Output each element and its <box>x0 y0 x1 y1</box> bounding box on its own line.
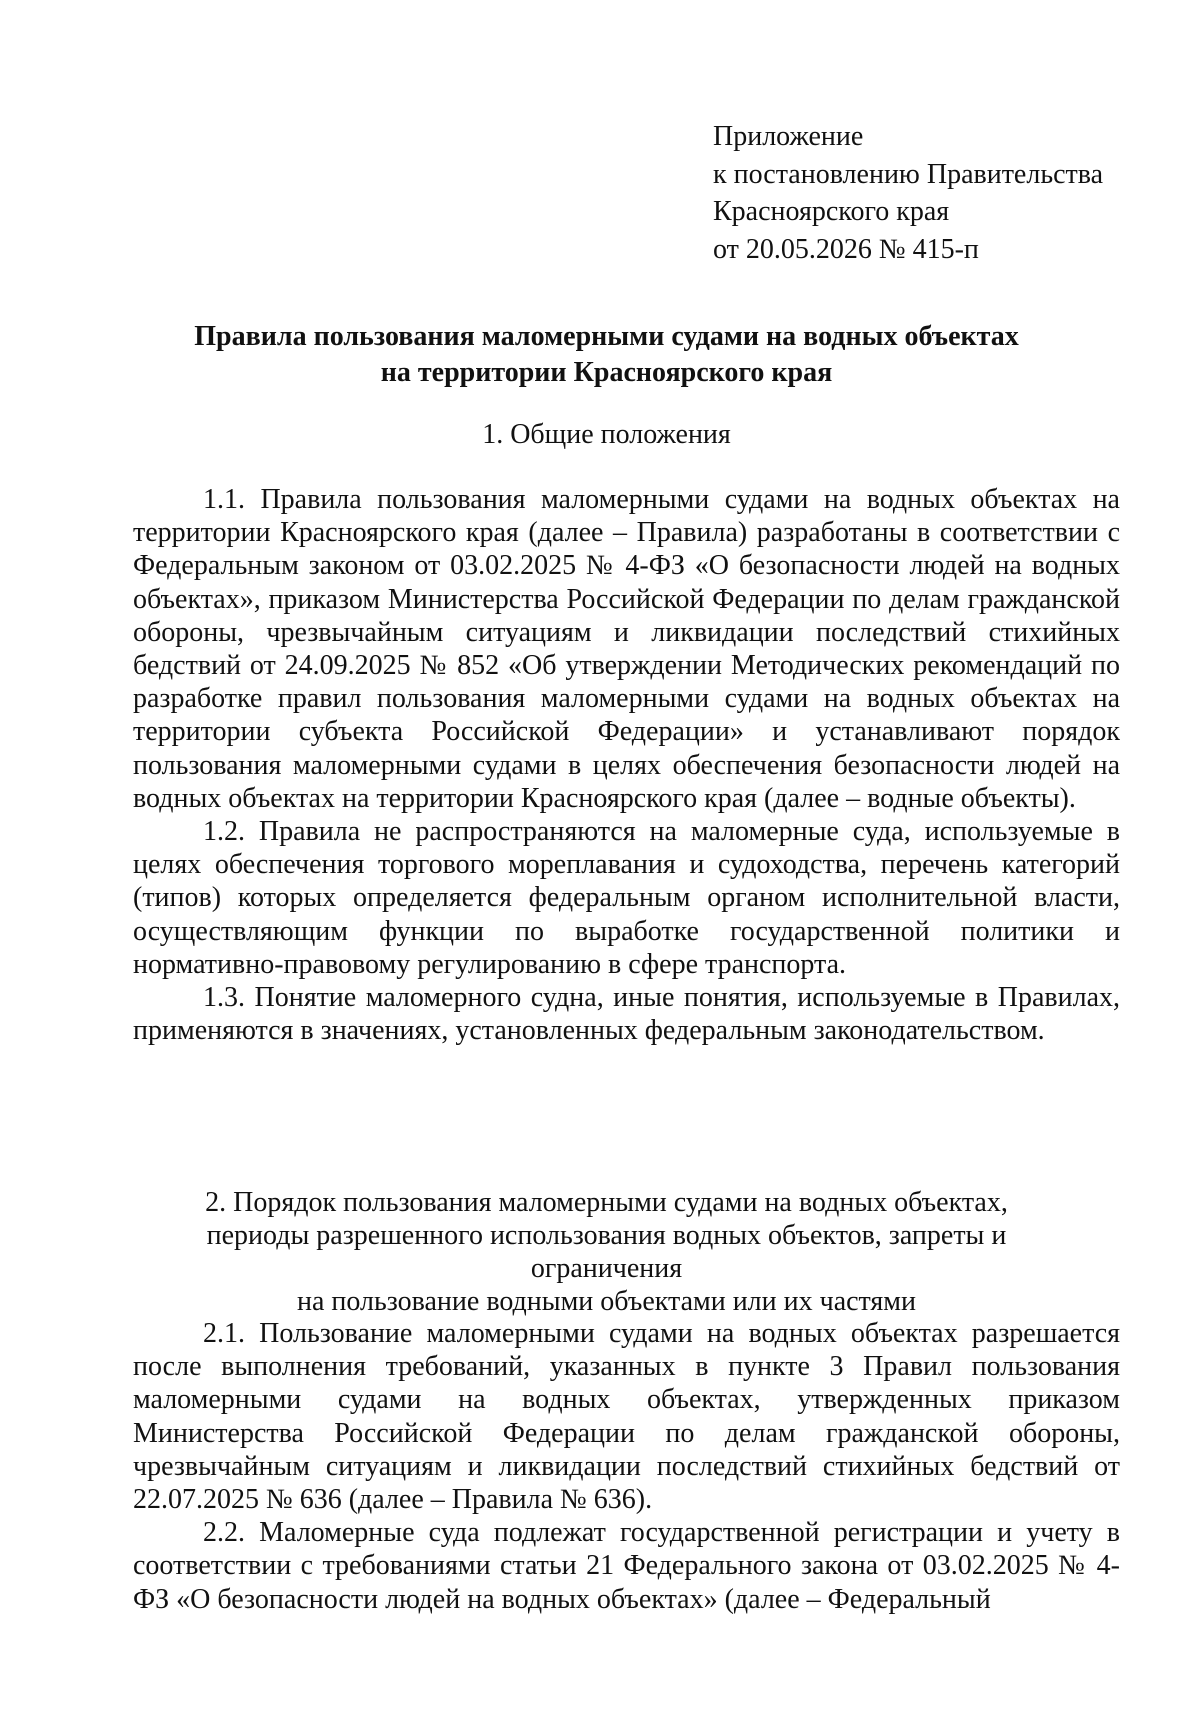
attachment-line-2: к постановлению Правительства <box>713 158 1104 190</box>
document-title-line-2: на территории Красноярского края <box>380 357 833 388</box>
attachment-block <box>713 118 1103 268</box>
section-2-heading-line-2: периоды разрешенного использования водных объектов, запреты и ограничения <box>206 1220 1007 1284</box>
section-2-heading <box>133 1186 1080 1318</box>
section-2-heading-line-3: на пользование водными объектами или их частями <box>296 1286 917 1317</box>
section-1-body <box>133 483 1120 1047</box>
section-2-body <box>133 1317 1120 1616</box>
paragraph-1-1: 1.1. Правила пользования маломерными судами на водных объектах на территории Красноярского края (далее – Правила) разработаны в соответствии с Федеральным законом от 03.02.2025 № 4-ФЗ «О безопасности людей на водных объектах», приказом Министерства Российской Федерации по делам гражданской обороны, чрезвычайным ситуациям и ликвидации последствий стихийных бедствий от 24.09.2025 № 852 «Об утверждении Методических рекомендаций по разработке правил пользования маломерными судами на водных объектах на территории субъекта Российской Федерации» и устанавливают порядок пользования маломерными судами в целях обеспечения безопасности людей на водных объектах на территории Красноярского края (далее – водные объекты). <box>133 484 1120 814</box>
document-title-line-1: Правила пользования маломерными судами на водных объектах <box>194 321 1019 352</box>
paragraph-1-2: 1.2. Правила не распространяются на маломерные суда, используемые в целях обеспечения торгового мореплавания и судоходства, перечень категорий (типов) которых определяется федеральным органом исполнительной власти, осуществляющим функции по выработке государственной политики и нормативно-правовому регулированию в сфере транспорта. <box>133 816 1120 980</box>
attachment-line-4: от 20.05.2026 № 415-п <box>713 233 979 265</box>
attachment-line-3: Красноярского края <box>713 196 950 227</box>
document-title <box>133 319 1080 391</box>
paragraph-2-2: 2.2. Маломерные суда подлежат государственной регистрации и учету в соответствии с требованиями статьи 21 Федерального закона от 03.02.2025 № 4-ФЗ «О безопасности людей на водных объектах» (далее – Федеральный <box>133 1517 1120 1615</box>
paragraph-1-3: 1.3. Понятие маломерного судна, иные понятия, используемые в Правилах, применяются в значениях, установленных федеральным законодательством. <box>133 982 1120 1047</box>
attachment-line-1: Приложение <box>713 121 864 152</box>
paragraph-2-1: 2.1. Пользование маломерными судами на водных объектах разрешается после выполнения требований, указанных в пункте 3 Правил пользования маломерными судами на водных объектах, утвержденных приказом Министерства Российской Федерации по делам гражданской обороны, чрезвычайным ситуациям и ликвидации последствий стихийных бедствий от 22.07.2025 № 636 (далее – Правила № 636). <box>133 1318 1120 1516</box>
section-1-heading: 1. Общие положения <box>482 419 731 450</box>
section-2-heading-line-1: 2. Порядок пользования маломерными судами на водных объектах, <box>205 1187 1008 1218</box>
